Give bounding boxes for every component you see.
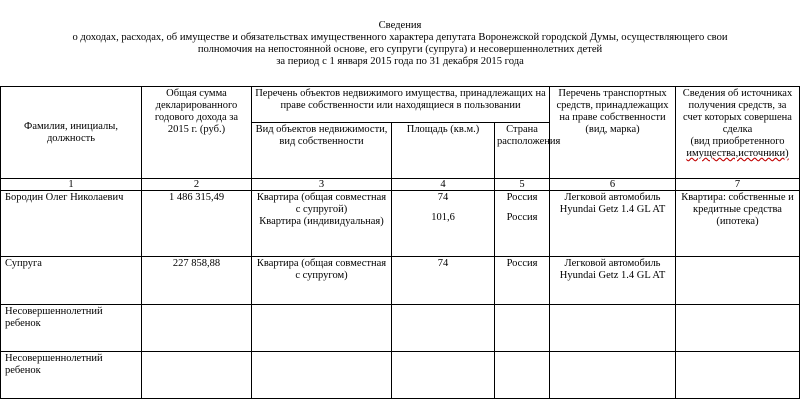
table-row [1, 191, 800, 257]
area-value [392, 305, 495, 352]
col-number: 6 [550, 179, 676, 191]
col-header-sources-main: Сведения об источниках получения средств, за счет которых совершена сделка [682, 88, 793, 135]
person-name: Супруга [1, 257, 142, 305]
document-header [0, 20, 800, 68]
person-name: Бородин Олег Николаевич [1, 191, 142, 257]
col-number: 5 [495, 179, 550, 191]
col-header-realty-type: Вид объектов недвижимости, вид собственности [252, 123, 392, 179]
area-value: 101,6 [431, 212, 455, 223]
col-number: 4 [392, 179, 495, 191]
country-cell [495, 191, 550, 257]
country-value [495, 352, 550, 399]
income-value [142, 305, 252, 352]
declaration-table [0, 86, 800, 399]
sources-value [676, 257, 800, 305]
realty-type-cell [252, 191, 392, 257]
col-header-country: Страна расположения [495, 123, 550, 179]
country-value: Россия [506, 192, 538, 203]
income-value [142, 352, 252, 399]
area-value: 74 [437, 192, 449, 203]
header-line-2: полномочия на непостоянной основе, его супруги (супруга) и несовершеннолетних детей [197, 44, 603, 55]
col-header-income: Общая сумма декларированного годового дохода за 2015 г. (руб.) [142, 87, 252, 179]
realty-type: Квартира (общая совместная с супругом) [252, 257, 392, 305]
country-value: Россия [495, 257, 550, 305]
area-value: 74 [392, 257, 495, 305]
col-header-area: Площадь (кв.м.) [392, 123, 495, 179]
col-header-realty-group: Перечень объектов недвижимого имущества, принадлежащих на праве собственности или находящиеся в пользовании [252, 87, 550, 123]
table-row [1, 352, 800, 399]
country-value: Россия [506, 212, 538, 223]
header-line-1: о доходах, расходах, об имуществе и обязательствах имущественного характера депутата Воронежской городской Думы, осуществляющего свои [72, 32, 728, 43]
area-cell [392, 191, 495, 257]
realty-type [252, 352, 392, 399]
vehicle-value: Легковой автомобиль Hyundai Getz 1.4 GL AT [550, 191, 676, 257]
vehicle-value: Легковой автомобиль Hyundai Getz 1.4 GL AT [550, 257, 676, 305]
col-header-sources-sub2: имущества,источники) [686, 148, 789, 159]
vehicle-value [550, 352, 676, 399]
col-number: 2 [142, 179, 252, 191]
income-value: 227 858,88 [142, 257, 252, 305]
person-name: Несовершеннолетний ребенок [1, 305, 142, 352]
vehicle-value [550, 305, 676, 352]
sources-value [676, 352, 800, 399]
header-line-3: за период с 1 января 2015 года по 31 декабря 2015 года [276, 56, 524, 67]
realty-type: Квартира (индивидуальная) [259, 216, 384, 227]
area-value [392, 352, 495, 399]
sources-value [676, 305, 800, 352]
col-number: 1 [1, 179, 142, 191]
col-number: 3 [252, 179, 392, 191]
realty-type: Квартира (общая совместная с супругой) [256, 192, 387, 215]
col-header-sources [676, 87, 800, 179]
income-value: 1 486 315,49 [142, 191, 252, 257]
col-header-vehicles: Перечень транспортных средств, принадлежащих на праве собственности (вид, марка) [550, 87, 676, 179]
col-header-sources-sub: (вид приобретенного [690, 136, 785, 147]
col-number: 7 [676, 179, 800, 191]
sources-value: Квартира: собственные и кредитные средства (ипотека) [676, 191, 800, 257]
realty-type [252, 305, 392, 352]
country-value [495, 305, 550, 352]
table-row [1, 257, 800, 305]
column-number-row [1, 179, 800, 191]
col-header-name: Фамилия, инициалы, должность [1, 87, 142, 179]
person-name: Несовершеннолетний ребенок [1, 352, 142, 399]
table-row [1, 305, 800, 352]
document-title: Сведения [378, 20, 422, 31]
